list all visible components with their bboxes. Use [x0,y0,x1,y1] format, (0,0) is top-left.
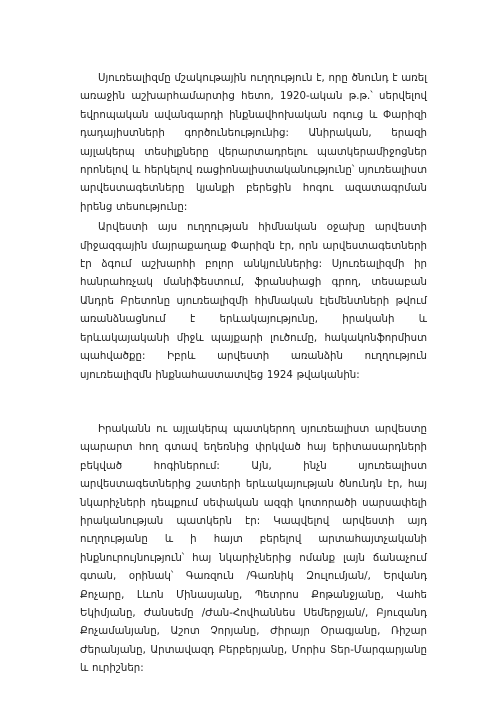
paragraph-spacer-large [80,385,427,421]
document-body [80,70,427,679]
paragraph-3: Իրականն ու այլակերպ պատկերող սյուռեալիստ արվեստը պարարտ հող գտավ եղեռնից փրկված հայ երիտասարդների բեկված հոգիներում: Այն, ինչն սյուռեալիստ արվեստագետներից շատերի երևակայության ծնունդն էր, հայ նկարիչների դեպքում սեփական ազգի կոտորածի սարսափելի իրականության պատկերն էր: Կապվելով արվեստի այդ ուղղությանը և ի հայտ բերելով արտահայտչականի ինքնուրույնություն՝ հայ նկարիչներից ոմանք լայն ճանաչում գտան, օրինակ՝ Գառզուն /Գառնիկ Զուլումյան/, Երվանդ Քոչարը, Լևոն Մինասյանը, Պետրոս Քոթանջյանը, Վահե Եկիմյանը, Ժանսեմը /Ժան-Հովհաննես Սեմերջյան/, Բյուզանդ Քոչամանյանը, Աշոտ Չորյանը, Ժիրայր Օրագյանը, Ռիշար Ժերանյանը, Արտավազդ Բերբերյանը, Մորիս Տեր-Մարգարյանը և ուրիշներ: [80,423,427,675]
paragraph-1: Սյուռեալիզմը մշակութային ուղղություն է, որը ծնունդ է առել առաջին աշխարհամարտից հետո, 1920-ական թ.թ.՝ սերվելով եվրոպական ավանգարդի ինքնավհոխական ոգուց և Փարիզի դադայիստների գործունեությունից: Անիրական, երազի այլակերպ տեսիլքները վերարտադրելու պատկերամիջոցներ որոնելով և հերկելով ռացիոնալիստականությունը՝ սյուռեալիստ արվեստագետները կյանքի բերեցին հոգու ազատագրման իրենց տեսությունը: [80,73,427,213]
paragraph-2: Արվեստի այս ուղղության հիմնական օջախը արվեստի միջազգային մայրաքաղաք Փարիզն էր, որն արվեստագետների էր ձգում աշխարհի բոլոր անկյուններից: Սյուռեալիզմի իր հանրահռչակ մանիֆեստում, ֆրանսիացի գրող, տեսաբան Անդրե Բրետոնը սյուռեալիզմի հիմնական էլեմենտների թվում առանձնացնում է երևակայությունը, իրականի և երևակայականի միջև պայքարի լուծումը, հակակոնֆորմիստ պահվածքը: Իբրև արվեստի առանձին ուղղություն սյուռեալիզմն ինքնահաստատվեց 1924 թվականին: [80,222,427,381]
